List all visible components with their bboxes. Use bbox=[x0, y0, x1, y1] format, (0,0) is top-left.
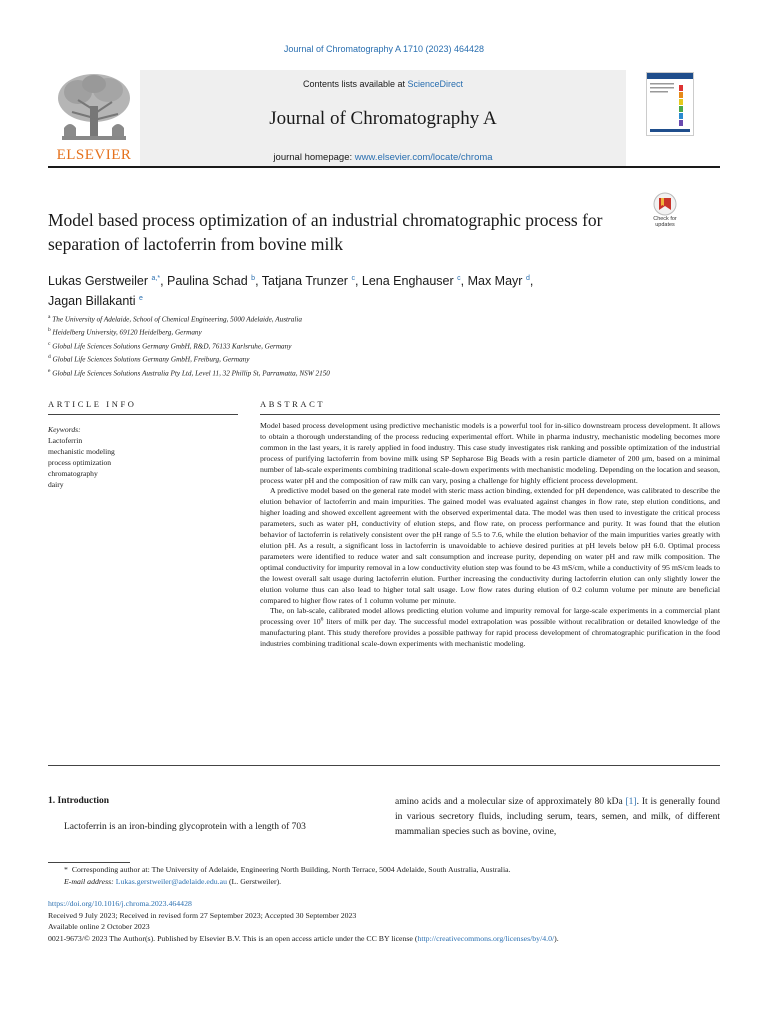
journal-cover-image bbox=[646, 72, 694, 136]
author-name[interactable]: Lukas Gerstweiler bbox=[48, 274, 149, 289]
corresponding-author-note: * Corresponding author at: The University of Adelaide, Engineering North Building, North Terrace, 5004 Adelaide, South Australia, Australia. bbox=[64, 865, 511, 874]
check-for-updates-icon bbox=[646, 192, 684, 216]
check-for-updates-button[interactable] bbox=[646, 192, 684, 236]
tree-logo-icon bbox=[48, 70, 140, 148]
author-affiliation-marker[interactable]: a,* bbox=[151, 275, 161, 282]
journal-title: Journal of Chromatography A bbox=[269, 108, 497, 129]
affiliation-item: $^e$ Global Life Sciences Solutions Australia Pty Ltd, Level 11, 32 Phillip St, Parramatta, NSW 2150 bbox=[48, 367, 330, 377]
affiliation-list bbox=[48, 312, 648, 379]
check-updates-line2: updates bbox=[655, 222, 675, 228]
author-affiliation-marker[interactable]: d bbox=[525, 275, 530, 282]
corresponding-marker: * bbox=[64, 865, 68, 874]
introduction-column-right: amino acids and a molecular size of approximately 80 kDa [1]. It is generally found in various secretory fluids, including serum, tears, semen, and milk, of different mammalian species such as bovine, ovine, bbox=[395, 797, 720, 837]
check-updates-line1: Check for bbox=[653, 216, 677, 222]
article-title: Model based process optimization of an industrial chromatographic process for separation of lactoferrin from bovine milk bbox=[48, 210, 603, 254]
author-name[interactable]: Paulina Schad bbox=[167, 274, 248, 289]
author-affiliation-marker[interactable]: c bbox=[351, 275, 355, 282]
article-info-heading: ARTICLE INFO bbox=[48, 399, 137, 409]
journal-header-box bbox=[140, 70, 626, 166]
publisher-name: ELSEVIER bbox=[56, 147, 132, 163]
homepage-label: journal homepage: bbox=[273, 152, 355, 163]
author-list: Lukas Gerstweiler $^{a,*}$, Paulina Schad $^b$, Tatjana Trunzer $^c$, Lena Enghauser $^c$, Max Mayr $^d$, Jagan Billakanti $^e$ bbox=[48, 274, 534, 309]
journal-reference[interactable]: Journal of Chromatography A 1710 (2023) 464428 bbox=[283, 44, 485, 54]
homepage-link[interactable]: www.elsevier.com/locate/chroma bbox=[354, 152, 493, 163]
contents-prefix: Contents lists available at bbox=[302, 79, 408, 89]
header-rule bbox=[48, 166, 720, 168]
affiliation-item: $^b$ Heidelberg University, 69120 Heidelberg, Germany bbox=[48, 327, 202, 337]
keyword-item: process optimization bbox=[48, 458, 112, 467]
abstract-heading: ABSTRACT bbox=[260, 399, 326, 409]
contents-line bbox=[140, 79, 626, 89]
abstract-paragraph: A predictive model based on the general rate model with steric mass action binding, extended for pH dependence, was calibrated to describe the elution behavior of lactoferrin and main impurities. The gained model was evaluated against changes in flow rate, step elution conditions, and higher loading and showed excellent agreement with the observed experimental data. The model was then used to investigate the critical process parameters, such as water pH, conductivity of elution steps, and flow rate, on process performance and purity. It was found that the elution behavior of lactoferrin is relatively consistent over the pH range of 5.5 to 7.6, while the elution behavior of the main impurities varies greatly with elution pH. As a result, a significant loss in lactoferrin is unavoidable to achieve desired purities at pH levels below pH 6.0. Optimal process parameters were identified to reduce water and salt consumption and increase purity, depending on water pH and raw milk composition. The optimal conductivity for impurity removal in a low conductivity elution step was found to be 43 mS/cm, while a conductivity of 95 mS/cm leads to the lowest overall salt usage during lactoferrin elution. Further increasing the conductivity during lactoferrin elution can only slightly lower the elution volume thus can also lead to higher total salt usage. Low flow rates during elution of 0.2 column volume per minute are beneficial compared to higher flow rates of 1 column volume per minute. bbox=[260, 486, 720, 605]
abstract-paragraph: Model based process development using predictive mechanistic models is a powerful tool for in-silico downstream process development. It allows to obtain a thorough understanding of the process reducing experimental effort. While in pharma industry, mechanistic modeling becomes more common in the last years, it is rarely applied in food industry. This case study investigates risk ranking and possible optimization of the industrial process of purifying lactoferrin from bovine milk using SP Sepharose Big Beads with a resin particle diameter of 200 μm, based on a minimal number of lab-scale experiments combining traditional scale-down experiments with mechanistic modeling. Depending on the location and season, process water pH and the composition of raw milk can vary, posing a challenge for highly efficient process development. bbox=[260, 421, 720, 485]
author-name[interactable]: Max Mayr bbox=[467, 274, 523, 289]
keywords-block bbox=[48, 424, 228, 490]
keyword-item: Lactoferrin bbox=[48, 436, 83, 445]
section-rule bbox=[48, 765, 720, 766]
received-dates: Received 9 July 2023; Received in revised form 27 September 2023; Accepted 30 September 2023 bbox=[48, 910, 357, 920]
masthead bbox=[48, 70, 720, 166]
email-label: E-mail address: bbox=[64, 877, 116, 886]
doi-link[interactable]: https://doi.org/10.1016/j.chroma.2023.464428 bbox=[48, 899, 192, 908]
footnotes bbox=[48, 864, 720, 888]
affiliation-item: $^d$ Global Life Sciences Solutions Germany GmbH, Freiburg, Germany bbox=[48, 354, 250, 364]
author-affiliation-marker[interactable]: c bbox=[457, 275, 461, 282]
keywords-heading: Keywords: bbox=[48, 425, 81, 434]
introduction-heading: 1. Introduction bbox=[48, 796, 110, 806]
keyword-item: dairy bbox=[48, 480, 64, 489]
journal-cover-icon bbox=[647, 73, 693, 135]
abstract-paragraph: The, on lab-scale, calibrated model allows predicting elution volume and impurity removal for large-scale experiments in a commercial plant processing over $10^6$ liters of milk per day. The successful model extrapolation was possible without recalibration or detailed knowledge of the manufacturing plant. This study therefore provides a possible pathway for rapid process development of chromatographic purification in the food industries combining traditional scale-down experiments with mechanistic modeling. bbox=[260, 606, 720, 649]
affiliation-item: $^c$ Global Life Sciences Solutions Germany GmbH, R&D, 76133 Karlsruhe, Germany bbox=[48, 340, 292, 351]
abstract-rule bbox=[260, 414, 720, 415]
author-name[interactable]: Tatjana Trunzer bbox=[261, 274, 348, 289]
author-affiliation-marker[interactable]: b bbox=[251, 275, 256, 282]
keyword-item: chromatography bbox=[48, 469, 98, 478]
publisher-logo bbox=[48, 70, 140, 166]
author-name[interactable]: Jagan Billakanti bbox=[48, 294, 136, 309]
introduction-column-left: Lactoferrin is an iron-binding glycoprotein with a length of 703 bbox=[64, 822, 306, 832]
email-note: E-mail address: Lukas.gerstweiler@adelaide.edu.au (L. Gerstweiler). bbox=[64, 877, 282, 886]
author-affiliation-marker[interactable]: e bbox=[139, 295, 143, 303]
email-link[interactable]: Lukas.gerstweiler@adelaide.edu.au bbox=[115, 877, 227, 886]
article-info-rule bbox=[48, 414, 238, 415]
keyword-item: mechanistic modeling bbox=[48, 447, 115, 456]
license-line: 0021-9673/© 2023 The Author(s). Published by Elsevier B.V. This is an open access article under the CC BY license (http://creativecommons.org/licenses/by/4.0/). bbox=[48, 933, 559, 943]
footnote-rule bbox=[48, 862, 130, 863]
sciencedirect-link[interactable]: ScienceDirect bbox=[407, 79, 464, 89]
author-name[interactable]: Lena Enghauser bbox=[361, 274, 454, 289]
available-online-date: Available online 2 October 2023 bbox=[48, 922, 150, 932]
abstract-body bbox=[260, 421, 720, 650]
publication-info bbox=[48, 898, 728, 944]
homepage-line bbox=[140, 152, 626, 163]
license-link[interactable]: http://creativecommons.org/licenses/by/4.0/ bbox=[417, 933, 555, 943]
affiliation-item: $^a$ The University of Adelaide, School of Chemical Engineering, 5000 Adelaide, Australia bbox=[48, 314, 302, 324]
reference-link[interactable]: [1] bbox=[625, 797, 637, 807]
